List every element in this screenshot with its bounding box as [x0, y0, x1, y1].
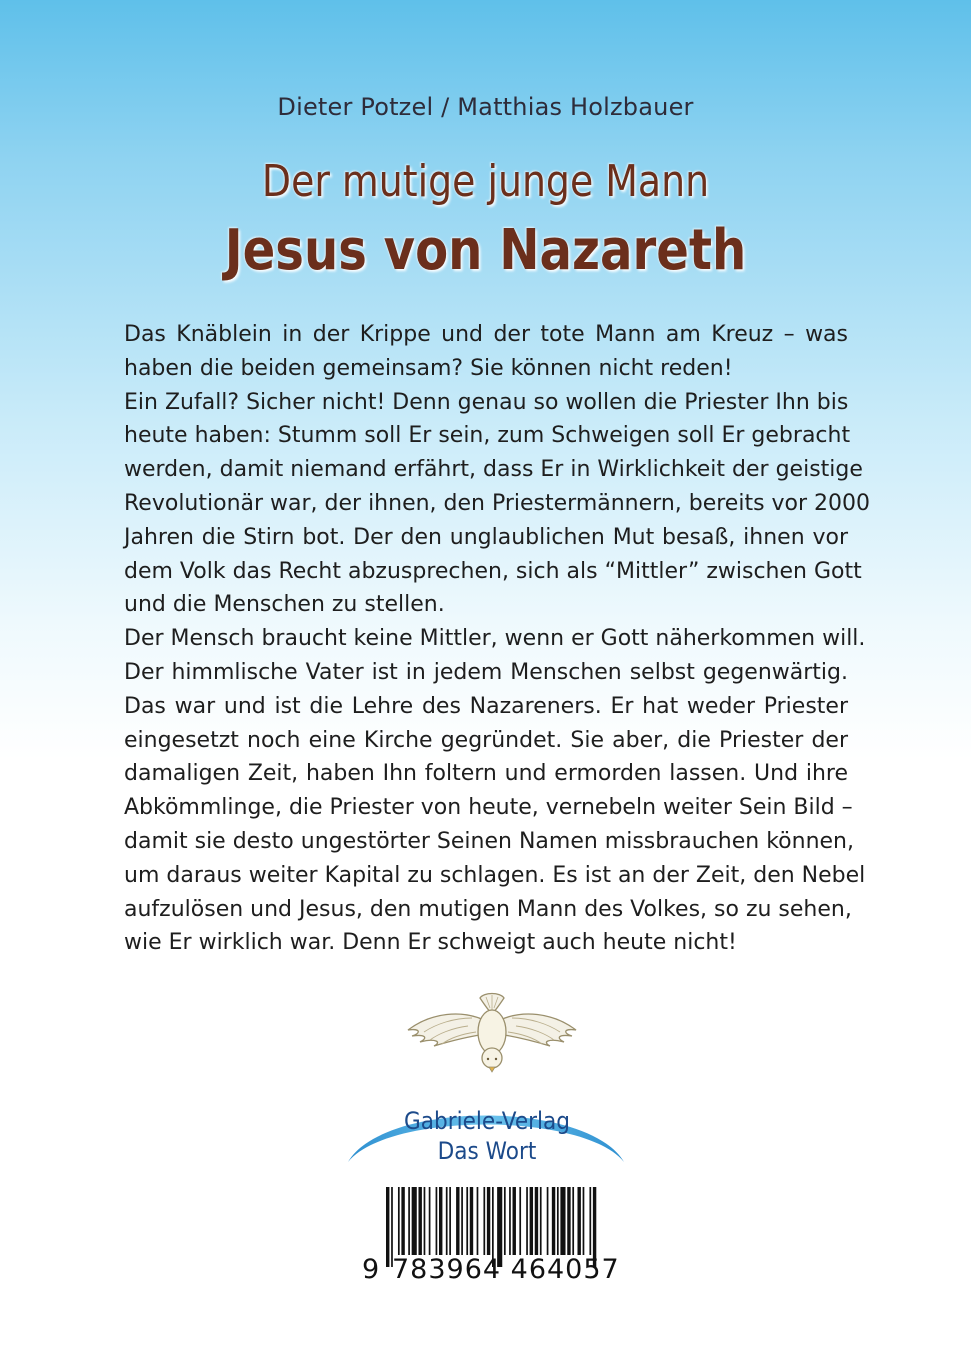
barcode-bar	[535, 1187, 538, 1255]
isbn-digits: 783964 464057	[392, 1254, 620, 1285]
blurb-line: Revolutionär war, der ihnen, den Priestermännern, bereits vor 2000	[124, 490, 871, 516]
barcode-bar	[401, 1187, 404, 1255]
title-line-1: Der mutige junge Mann	[261, 156, 710, 207]
blurb-line: wie Er wirklich war. Denn Er schweigt auch heute nicht!	[124, 930, 737, 956]
barcode-bar	[552, 1187, 555, 1255]
blurb-line: haben die beiden gemeinsam? Sie können nicht reden!	[124, 355, 733, 381]
isbn-first-digit: 9	[362, 1254, 381, 1285]
publisher-name	[352, 1106, 622, 1166]
barcode-bar	[477, 1187, 479, 1255]
barcode-bar	[530, 1187, 533, 1255]
barcode-bar	[466, 1187, 468, 1255]
blurb-line: Das Knäblein in der Krippe und der tote Mann am Kreuz – was	[124, 322, 848, 347]
blurb-line: um daraus weiter Kapital zu schlagen. Es ist an der Zeit, den Nebel	[124, 862, 866, 888]
barcode-bar	[560, 1187, 565, 1255]
barcode-bar	[567, 1187, 570, 1255]
barcode-bar	[439, 1187, 442, 1255]
barcode-bar	[418, 1187, 421, 1255]
blurb-line: werden, damit niemand erfährt, dass Er in Wirklichkeit der geistige	[124, 457, 863, 483]
dove-icon	[402, 988, 582, 1073]
barcode-bar	[483, 1187, 485, 1255]
barcode-bar	[583, 1187, 585, 1255]
barcode-bar	[429, 1187, 431, 1255]
title-line-2: Jesus von Nazareth	[224, 218, 747, 283]
blurb-line: und die Menschen zu stellen.	[124, 592, 445, 618]
barcode-bar	[557, 1187, 559, 1255]
authors: Dieter Potzel / Matthias Holzbauer	[277, 93, 694, 121]
barcode-bar	[449, 1187, 451, 1255]
barcode-bar	[398, 1187, 400, 1255]
blurb-line: Der himmlische Vater ist in jedem Menschen selbst gegenwärtig.	[124, 659, 848, 685]
blurb-line: Der Mensch braucht keine Mittler, wenn er Gott näherkommen will.	[124, 626, 866, 652]
blurb-line: eingesetzt noch eine Kirche gegründet. Sie aber, die Priester der	[124, 727, 848, 753]
barcode-bar	[577, 1187, 580, 1255]
barcode-bar	[446, 1187, 448, 1255]
barcode-bar	[509, 1187, 511, 1255]
barcode-bar	[408, 1187, 410, 1255]
barcode-bar	[461, 1187, 463, 1255]
barcode-bar	[519, 1187, 521, 1255]
blurb-line: damit sie desto ungestörter Seinen Namen missbrauchen können,	[124, 828, 854, 854]
blurb-line: aufzulösen und Jesus, den mutigen Mann des Volkes, so zu sehen,	[124, 896, 852, 922]
barcode-bar	[436, 1187, 438, 1255]
blurb-line: heute haben: Stumm soll Er sein, zum Schweigen soll Er gebracht	[124, 423, 851, 449]
barcode-bar	[547, 1187, 549, 1255]
blurb-line: Ein Zufall? Sicher nicht! Denn genau so wollen die Priester Ihn bis	[124, 389, 849, 415]
barcode-bar	[487, 1187, 490, 1255]
barcode-bar	[456, 1187, 459, 1255]
blurb-line: Jahren die Stirn bot. Der den unglaublichen Mut besaß, ihnen vor	[124, 524, 848, 550]
blurb-text	[124, 318, 871, 960]
barcode-bar	[424, 1187, 426, 1255]
barcode-bar	[412, 1187, 417, 1255]
barcode-bar	[470, 1187, 473, 1255]
publisher-line-1: Gabriele-Verlag	[404, 1107, 570, 1135]
barcode-bar	[589, 1187, 591, 1255]
blurb-line: damaligen Zeit, haben Ihn foltern und ermorden lassen. Und ihre	[124, 761, 848, 787]
blurb-line: Abkömmlinge, die Priester von heute, vernebeln weiter Sein Bild –	[124, 795, 853, 821]
barcode-bar	[513, 1187, 516, 1255]
blurb-line: Das war und ist die Lehre des Nazareners. Er hat weder Priester	[124, 693, 848, 719]
blurb-line: dem Volk das Recht abzusprechen, sich als “Mittler” zwischen Gott	[124, 558, 862, 584]
barcode-bar	[526, 1187, 528, 1255]
barcode-bar	[504, 1187, 506, 1255]
barcode-bar	[572, 1187, 574, 1255]
isbn-number	[362, 1254, 620, 1285]
publisher-line-2: Das Wort	[437, 1137, 537, 1165]
barcode-bar	[540, 1187, 542, 1255]
